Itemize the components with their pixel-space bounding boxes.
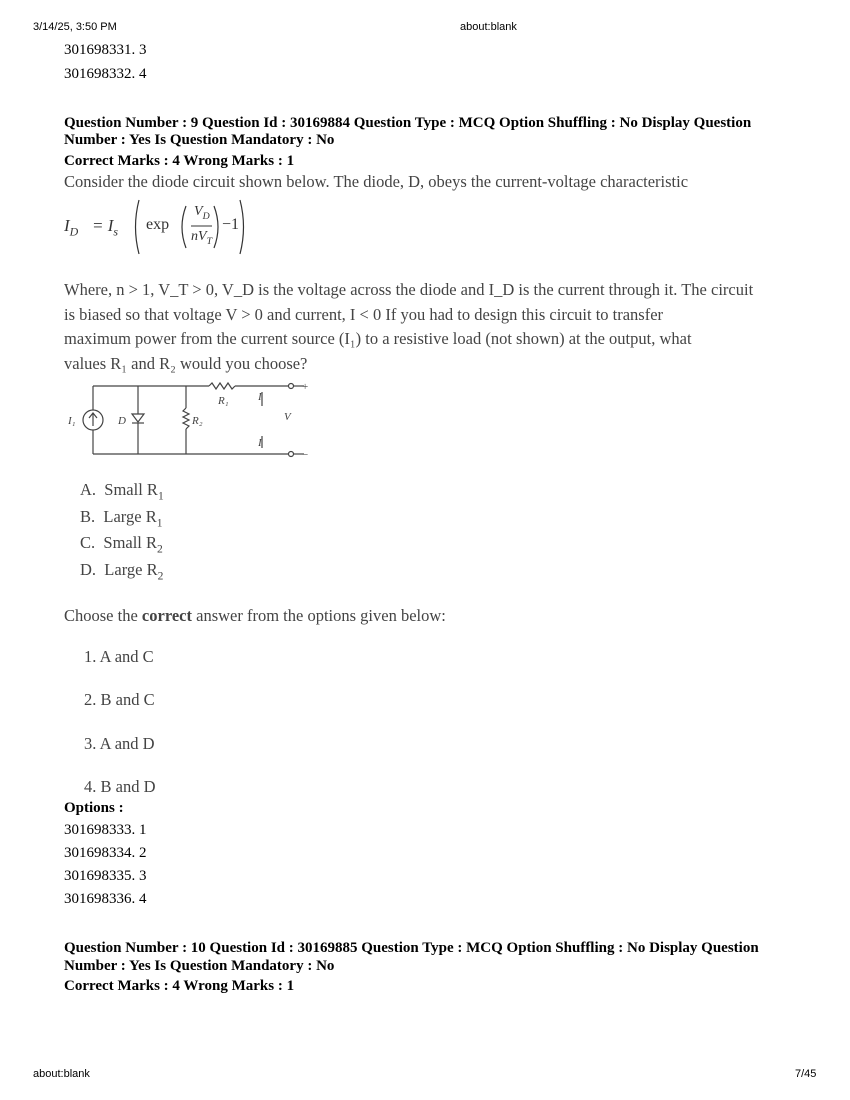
- choose-instruction: Choose the correct answer from the options given below:: [64, 606, 446, 625]
- r2-label: R₂: [192, 415, 203, 427]
- current-top-label: I: [258, 391, 262, 403]
- q9-header-line1: Question Number : 9 Question Id : 30169884 Question Type : MCQ Option Shuffling : No Display Question: [64, 115, 752, 131]
- q9-header-line2: Number : Yes Is Question Mandatory : No: [64, 132, 335, 148]
- plus-terminal: +: [302, 381, 309, 393]
- print-footer-url: about:blank: [33, 1068, 90, 1080]
- statement-b: B. Large $R_1$: [80, 507, 163, 530]
- q9-para-line3: maximum power from the current source (I₁) to a resistive load (not shown) at the output, what: [64, 329, 692, 348]
- q10-header-line1: Question Number : 10 Question Id : 30169885 Question Type : MCQ Option Shuffling : No Display Question: [64, 940, 759, 956]
- print-page-counter: 7/45: [795, 1068, 817, 1080]
- q9-para-line2: is biased so that voltage V > 0 and current, I < 0 If you had to design this circuit to transfer: [64, 305, 664, 324]
- q10-marks: Correct Marks : 4 Wrong Marks : 1: [64, 978, 295, 994]
- option-1: 301698333. 1: [64, 822, 147, 838]
- current-bottom-label: I: [258, 437, 262, 449]
- options-label: Options :: [64, 800, 124, 816]
- diode-equation: $I_D$ = $I_s$ exp $V_D$ $nV_T$ −1: [64, 196, 264, 258]
- statement-c: C. Small $R_2$: [80, 533, 163, 556]
- q9-para-line1: Where, n > 1, V_T > 0, V_D is the voltage across the diode and I_D is the current through it. The circuit: [64, 280, 754, 299]
- print-page-title: about:blank: [460, 21, 517, 33]
- answer-2: 2. B and C: [84, 690, 155, 709]
- answer-4: 4. B and D: [84, 777, 156, 796]
- prev-option-2: 301698332. 4: [64, 66, 147, 82]
- print-datetime: 3/14/25, 3:50 PM: [33, 21, 117, 33]
- answer-1: 1. A and C: [84, 647, 154, 666]
- option-3: 301698335. 3: [64, 868, 147, 884]
- r1-label: R₁: [218, 395, 229, 407]
- q9-marks: Correct Marks : 4 Wrong Marks : 1: [64, 153, 295, 169]
- minus-terminal: −: [302, 449, 309, 461]
- option-4: 301698336. 4: [64, 891, 147, 907]
- answer-3: 3. A and D: [84, 734, 155, 753]
- diode-circuit-diagram: [64, 378, 314, 466]
- q10-header-line2: Number : Yes Is Question Mandatory : No: [64, 958, 335, 974]
- statement-a: A. Small $R_1$: [80, 480, 164, 503]
- q9-intro: Consider the diode circuit shown below. The diode, D, obeys the current-voltage characteristic: [64, 172, 689, 191]
- diode-label: D: [118, 415, 126, 427]
- source-label: I₁: [68, 415, 76, 427]
- statement-d: D. Large $R_2$: [80, 560, 164, 583]
- q9-para-line4: values R₁ and R₂ would you choose?: [64, 354, 308, 373]
- voltage-label: V: [284, 411, 291, 423]
- prev-option-1: 301698331. 3: [64, 42, 147, 58]
- option-2: 301698334. 2: [64, 845, 147, 861]
